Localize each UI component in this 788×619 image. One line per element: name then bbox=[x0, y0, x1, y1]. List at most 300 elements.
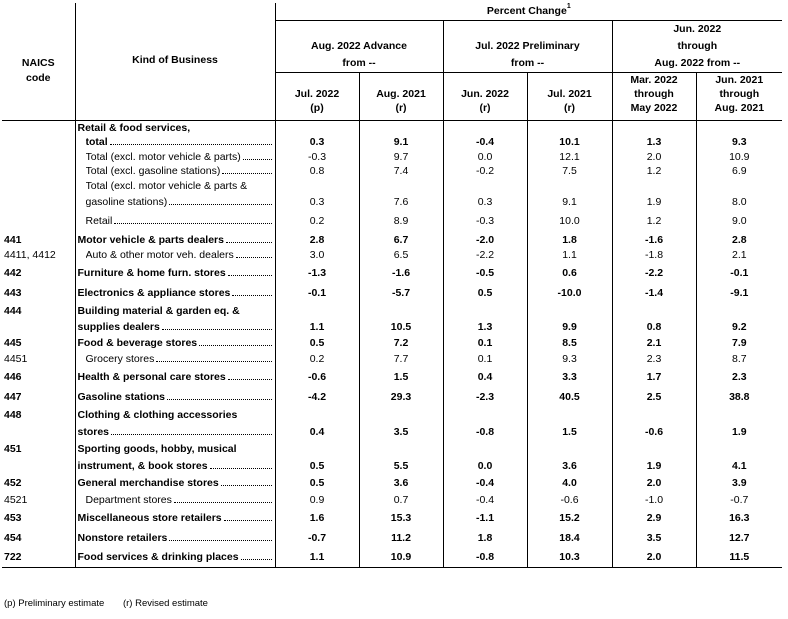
value-cell: 3.5 bbox=[359, 423, 443, 441]
group3-line2: through bbox=[677, 40, 718, 52]
value-cell: 6.5 bbox=[359, 248, 443, 263]
value-cell: 1.3 bbox=[612, 135, 696, 150]
value-cell bbox=[443, 178, 527, 194]
value-cell: -9.1 bbox=[730, 286, 749, 299]
value-cell bbox=[612, 121, 696, 135]
value-cell: 1.5 bbox=[359, 367, 443, 387]
group1-line2: from -- bbox=[275, 55, 443, 73]
naics-code-cell: 442 bbox=[2, 263, 75, 283]
value-cell: 3.9 bbox=[731, 477, 747, 489]
group2-line1: Jul. 2022 Preliminary bbox=[443, 38, 612, 55]
col6-line3: Aug. 2021 bbox=[696, 102, 782, 121]
value-cell: 2.5 bbox=[612, 387, 696, 407]
kind-of-business-cell bbox=[75, 135, 275, 150]
value-cell: 16.3 bbox=[729, 511, 750, 524]
table-row bbox=[2, 135, 782, 150]
kind-of-business-cell bbox=[75, 178, 275, 194]
value-cell: 1.1 bbox=[527, 248, 612, 263]
value-cell: 11.5 bbox=[696, 548, 782, 568]
table-row bbox=[2, 121, 782, 135]
col3-line2: (r) bbox=[443, 102, 527, 121]
value-cell: 10.9 bbox=[729, 150, 750, 163]
dot-leader bbox=[210, 467, 272, 469]
kind-of-business-cell bbox=[75, 164, 275, 178]
kind-of-business-cell bbox=[75, 493, 275, 508]
value-cell: 0.4 bbox=[275, 423, 359, 441]
value-cell: 10.0 bbox=[527, 210, 612, 232]
value-cell: 0.5 bbox=[275, 458, 359, 474]
value-cell bbox=[527, 178, 612, 194]
business-label: Retail bbox=[85, 214, 113, 227]
value-cell bbox=[275, 441, 359, 458]
kind-of-business-cell bbox=[75, 335, 275, 352]
business-label: Total (excl. gasoline stations) bbox=[85, 164, 221, 177]
col6-line2: through bbox=[719, 87, 760, 100]
kind-of-business-cell bbox=[75, 210, 275, 232]
value-cell: 0.6 bbox=[527, 263, 612, 283]
business-label: gasoline stations) bbox=[85, 195, 168, 208]
value-cell bbox=[443, 407, 527, 423]
table-row bbox=[2, 493, 782, 508]
naics-code-cell: 722 bbox=[2, 548, 75, 568]
value-cell: 7.9 bbox=[731, 337, 747, 349]
naics-code-cell bbox=[2, 194, 75, 210]
business-label: Total (excl. motor vehicle & parts) bbox=[85, 150, 241, 163]
table-row bbox=[2, 528, 782, 548]
table-row bbox=[2, 352, 782, 367]
business-label: Department stores bbox=[85, 494, 172, 506]
value-cell: -1.8 bbox=[612, 248, 696, 263]
value-cell bbox=[696, 303, 782, 319]
kind-of-business-cell bbox=[75, 319, 275, 335]
value-cell: 0.4 bbox=[443, 367, 527, 387]
naics-code-cell: 451 bbox=[2, 441, 75, 458]
group1-line1: Aug. 2022 Advance bbox=[275, 38, 443, 55]
value-cell bbox=[696, 121, 782, 135]
naics-code-cell bbox=[2, 135, 75, 150]
value-cell: 2.8 bbox=[275, 232, 359, 248]
kind-of-business-cell bbox=[75, 352, 275, 367]
table-row bbox=[2, 232, 782, 248]
table-row bbox=[2, 210, 782, 232]
business-label: Auto & other motor veh. dealers bbox=[85, 249, 234, 261]
table-row bbox=[2, 335, 782, 352]
value-cell bbox=[527, 407, 612, 423]
value-cell: 0.7 bbox=[359, 493, 443, 508]
value-cell: 9.9 bbox=[527, 319, 612, 335]
kind-of-business-cell bbox=[75, 303, 275, 319]
naics-code-cell: 4451 bbox=[2, 352, 75, 367]
naics-code-cell: 445 bbox=[2, 335, 75, 352]
header-corner-blank-2 bbox=[75, 3, 275, 21]
business-label: stores bbox=[77, 425, 110, 438]
naics-code-cell bbox=[2, 178, 75, 194]
value-cell: 18.4 bbox=[527, 528, 612, 548]
business-label: Total (excl. motor vehicle & parts & bbox=[85, 179, 248, 192]
kind-of-business-cell bbox=[75, 232, 275, 248]
kind-of-business-cell bbox=[75, 528, 275, 548]
dot-leader bbox=[169, 539, 271, 541]
value-cell bbox=[359, 121, 443, 135]
value-cell: 1.7 bbox=[612, 367, 696, 387]
value-cell: 0.3 bbox=[443, 194, 527, 210]
value-cell: 7.5 bbox=[527, 164, 612, 178]
value-cell: -2.2 bbox=[443, 248, 527, 263]
table-row bbox=[2, 508, 782, 528]
value-cell: 0.1 bbox=[443, 335, 527, 352]
col5-line2: through bbox=[612, 87, 696, 102]
kind-of-business-cell bbox=[75, 407, 275, 423]
kind-of-business-cell bbox=[75, 474, 275, 493]
value-cell: 3.3 bbox=[527, 367, 612, 387]
dot-leader bbox=[167, 398, 271, 400]
value-cell: -0.7 bbox=[275, 528, 359, 548]
footnotes bbox=[4, 598, 224, 609]
naics-code-cell: 447 bbox=[2, 387, 75, 407]
col4-line1: Jul. 2021 bbox=[527, 87, 612, 102]
value-cell: -0.6 bbox=[612, 423, 696, 441]
value-cell: 0.0 bbox=[443, 150, 527, 164]
value-cell bbox=[696, 178, 782, 194]
value-cell: 15.3 bbox=[359, 508, 443, 528]
value-cell: -2.3 bbox=[443, 387, 527, 407]
dot-leader bbox=[228, 378, 272, 380]
value-cell: 12.1 bbox=[527, 150, 612, 164]
value-cell: -0.4 bbox=[443, 135, 527, 150]
naics-code-cell: 453 bbox=[2, 508, 75, 528]
col1-line2: (p) bbox=[275, 102, 359, 121]
business-label: total bbox=[85, 136, 108, 148]
table-row bbox=[2, 423, 782, 441]
value-cell: -0.1 bbox=[730, 266, 749, 279]
table-row bbox=[2, 303, 782, 319]
value-cell: 5.5 bbox=[359, 458, 443, 474]
value-cell bbox=[275, 407, 359, 423]
value-cell: 0.8 bbox=[612, 319, 696, 335]
table-row bbox=[2, 474, 782, 493]
dot-leader bbox=[156, 360, 271, 362]
value-cell: 0.0 bbox=[443, 458, 527, 474]
value-cell: -0.2 bbox=[443, 164, 527, 178]
value-cell: 6.7 bbox=[359, 232, 443, 248]
value-cell: -2.0 bbox=[443, 232, 527, 248]
value-cell: -1.1 bbox=[443, 508, 527, 528]
value-cell: 2.0 bbox=[612, 548, 696, 568]
business-label: Furniture & home furn. stores bbox=[77, 266, 226, 279]
value-cell: 38.8 bbox=[729, 390, 750, 403]
business-label: Electronics & appliance stores bbox=[77, 286, 231, 299]
business-label: instrument, & book stores bbox=[77, 459, 208, 472]
value-cell: 8.5 bbox=[527, 335, 612, 352]
group3-line1: Jun. 2022 bbox=[673, 23, 722, 35]
business-label: Gasoline stations bbox=[77, 390, 166, 403]
value-cell: 9.3 bbox=[527, 352, 612, 367]
value-cell: 7.4 bbox=[359, 164, 443, 178]
col3-line1: Jun. 2022 bbox=[443, 87, 527, 102]
value-cell: 2.0 bbox=[612, 474, 696, 493]
value-cell: 4.1 bbox=[731, 459, 747, 472]
dot-leader bbox=[199, 344, 271, 346]
naics-code-cell: 452 bbox=[2, 474, 75, 493]
value-cell: 10.9 bbox=[359, 548, 443, 568]
value-cell: 8.0 bbox=[731, 195, 747, 208]
table-row bbox=[2, 150, 782, 164]
value-cell: 0.8 bbox=[275, 164, 359, 178]
dot-leader bbox=[114, 222, 271, 224]
value-cell: 0.9 bbox=[275, 493, 359, 508]
value-cell: 1.3 bbox=[443, 319, 527, 335]
business-label: Health & personal care stores bbox=[77, 370, 226, 383]
dot-leader bbox=[110, 143, 272, 145]
business-label: Retail & food services, bbox=[77, 121, 191, 134]
value-cell bbox=[443, 303, 527, 319]
value-cell bbox=[275, 121, 359, 135]
value-cell: 9.7 bbox=[359, 150, 443, 164]
value-cell: 3.0 bbox=[275, 248, 359, 263]
kind-of-business-cell bbox=[75, 441, 275, 458]
naics-code-cell bbox=[2, 121, 75, 135]
value-cell: 29.3 bbox=[359, 387, 443, 407]
value-cell bbox=[443, 441, 527, 458]
value-cell bbox=[527, 121, 612, 135]
dot-leader bbox=[222, 172, 271, 174]
table-body bbox=[2, 121, 782, 568]
dot-leader bbox=[169, 203, 271, 205]
value-cell: 10.1 bbox=[527, 135, 612, 150]
value-cell: -0.7 bbox=[730, 494, 749, 506]
value-cell: -5.7 bbox=[359, 283, 443, 303]
value-cell: 10.5 bbox=[359, 319, 443, 335]
business-label: Nonstore retailers bbox=[77, 531, 168, 544]
naics-code-cell: 444 bbox=[2, 303, 75, 319]
value-cell: 1.5 bbox=[527, 423, 612, 441]
value-cell: 1.9 bbox=[612, 458, 696, 474]
value-cell: 1.9 bbox=[731, 425, 747, 438]
value-cell: 6.9 bbox=[731, 164, 747, 177]
business-label: Building material & garden eq. & bbox=[77, 304, 240, 317]
kind-of-business-cell bbox=[75, 121, 275, 135]
naics-code-cell: 4521 bbox=[2, 493, 75, 508]
value-cell: 3.6 bbox=[359, 474, 443, 493]
naics-code-cell bbox=[2, 150, 75, 164]
dot-leader bbox=[221, 484, 272, 486]
table-row bbox=[2, 164, 782, 178]
kind-of-business-cell bbox=[75, 423, 275, 441]
value-cell: 3.6 bbox=[527, 458, 612, 474]
footnote-marker: 1 bbox=[566, 3, 571, 10]
table-row bbox=[2, 441, 782, 458]
table-row bbox=[2, 548, 782, 568]
value-cell bbox=[527, 303, 612, 319]
kind-of-business-cell bbox=[75, 150, 275, 164]
naics-code-cell: 443 bbox=[2, 283, 75, 303]
value-cell: 2.3 bbox=[731, 370, 747, 383]
value-cell: -0.6 bbox=[275, 367, 359, 387]
dot-leader bbox=[111, 433, 271, 435]
value-cell: 9.1 bbox=[527, 194, 612, 210]
business-label: Clothing & clothing accessories bbox=[77, 408, 238, 421]
table-row bbox=[2, 319, 782, 335]
value-cell: 2.8 bbox=[731, 233, 747, 246]
naics-header-line2: code bbox=[2, 73, 75, 87]
business-label: General merchandise stores bbox=[77, 477, 219, 489]
value-cell: 2.9 bbox=[612, 508, 696, 528]
value-cell: 0.1 bbox=[443, 352, 527, 367]
col2-line2: (r) bbox=[359, 102, 443, 121]
dot-leader bbox=[243, 158, 272, 160]
kind-of-business-cell bbox=[75, 263, 275, 283]
group2-line2: from -- bbox=[443, 55, 612, 73]
business-label: Food & beverage stores bbox=[77, 337, 198, 349]
value-cell: 2.1 bbox=[612, 335, 696, 352]
dot-leader bbox=[236, 256, 272, 258]
value-cell: 7.6 bbox=[359, 194, 443, 210]
value-cell: 10.3 bbox=[527, 548, 612, 568]
header-corner-blank bbox=[2, 3, 75, 21]
kind-of-business-cell bbox=[75, 367, 275, 387]
value-cell: 0.2 bbox=[275, 210, 359, 232]
value-cell: 9.2 bbox=[731, 320, 747, 333]
value-cell: -0.4 bbox=[443, 493, 527, 508]
kind-of-business-cell bbox=[75, 508, 275, 528]
value-cell: -0.8 bbox=[443, 423, 527, 441]
naics-header: NAICS bbox=[2, 55, 75, 73]
table-row bbox=[2, 263, 782, 283]
value-cell: -0.6 bbox=[527, 493, 612, 508]
value-cell bbox=[359, 441, 443, 458]
value-cell: 8.7 bbox=[731, 353, 747, 365]
value-cell: -10.0 bbox=[527, 283, 612, 303]
value-cell bbox=[696, 407, 782, 423]
business-label: Food services & drinking places bbox=[77, 551, 239, 564]
table-row bbox=[2, 194, 782, 210]
value-cell: 8.9 bbox=[359, 210, 443, 232]
naics-code-cell bbox=[2, 210, 75, 232]
business-label: Motor vehicle & parts dealers bbox=[77, 233, 224, 246]
naics-code-cell: 454 bbox=[2, 528, 75, 548]
business-label: Miscellaneous store retailers bbox=[77, 511, 222, 524]
value-cell: 3.5 bbox=[612, 528, 696, 548]
col5-line1: Mar. 2022 bbox=[612, 73, 696, 87]
value-cell: -1.0 bbox=[612, 493, 696, 508]
value-cell bbox=[275, 303, 359, 319]
value-cell bbox=[612, 303, 696, 319]
col2-line1: Aug. 2021 bbox=[359, 87, 443, 102]
naics-code-cell bbox=[2, 164, 75, 178]
value-cell: 7.7 bbox=[359, 352, 443, 367]
value-cell: -2.2 bbox=[612, 263, 696, 283]
dot-leader bbox=[224, 519, 272, 521]
naics-code-cell: 448 bbox=[2, 407, 75, 423]
dot-leader bbox=[241, 558, 272, 560]
table-row bbox=[2, 407, 782, 423]
value-cell: 1.9 bbox=[612, 194, 696, 210]
value-cell: 40.5 bbox=[527, 387, 612, 407]
col1-line1: Jul. 2022 bbox=[275, 87, 359, 102]
value-cell: 0.5 bbox=[275, 474, 359, 493]
col4-line2: (r) bbox=[527, 102, 612, 121]
table-row bbox=[2, 283, 782, 303]
value-cell: 1.2 bbox=[612, 164, 696, 178]
value-cell bbox=[696, 441, 782, 458]
value-cell bbox=[359, 178, 443, 194]
value-cell: 7.2 bbox=[359, 335, 443, 352]
value-cell: 0.3 bbox=[275, 135, 359, 150]
value-cell: 0.5 bbox=[443, 283, 527, 303]
col5-line3: May 2022 bbox=[612, 102, 696, 121]
value-cell bbox=[275, 178, 359, 194]
retail-sales-percent-change-table bbox=[2, 3, 782, 568]
naics-code-cell: 4411, 4412 bbox=[2, 248, 75, 263]
kind-of-business-cell bbox=[75, 458, 275, 474]
naics-code-cell: 441 bbox=[2, 232, 75, 248]
dot-leader bbox=[162, 328, 272, 330]
value-cell: 1.6 bbox=[275, 508, 359, 528]
value-cell bbox=[527, 441, 612, 458]
table-row bbox=[2, 248, 782, 263]
value-cell: 9.1 bbox=[359, 135, 443, 150]
dot-leader bbox=[232, 294, 271, 296]
percent-change-header: Percent Change$^1$ bbox=[275, 3, 782, 21]
dot-leader bbox=[226, 241, 272, 243]
value-cell: -0.4 bbox=[443, 474, 527, 493]
naics-code-cell bbox=[2, 423, 75, 441]
business-label: Sporting goods, hobby, musical bbox=[77, 443, 237, 455]
naics-code-cell bbox=[2, 319, 75, 335]
kind-of-business-cell bbox=[75, 548, 275, 568]
value-cell: 15.2 bbox=[527, 508, 612, 528]
footnote-preliminary: (p) Preliminary estimate bbox=[4, 598, 105, 609]
footnote-revised: (r) Revised estimate bbox=[122, 598, 208, 609]
naics-code-cell: 446 bbox=[2, 367, 75, 387]
value-cell bbox=[443, 121, 527, 135]
table-row bbox=[2, 458, 782, 474]
kind-of-business-cell bbox=[75, 248, 275, 263]
table-row bbox=[2, 178, 782, 194]
kind-of-business-header: Kind of Business bbox=[75, 55, 275, 73]
value-cell: -0.3 bbox=[275, 150, 359, 164]
value-cell: -0.8 bbox=[443, 548, 527, 568]
business-label: Grocery stores bbox=[85, 353, 155, 365]
value-cell: 1.1 bbox=[275, 548, 359, 568]
value-cell: -1.6 bbox=[612, 232, 696, 248]
value-cell: 2.3 bbox=[612, 352, 696, 367]
value-cell bbox=[612, 178, 696, 194]
value-cell: 1.8 bbox=[527, 232, 612, 248]
value-cell bbox=[612, 441, 696, 458]
value-cell: -1.6 bbox=[359, 263, 443, 283]
value-cell: 11.2 bbox=[359, 528, 443, 548]
table-row bbox=[2, 387, 782, 407]
value-cell: 2.0 bbox=[612, 150, 696, 164]
value-cell: 1.2 bbox=[612, 210, 696, 232]
value-cell: 0.5 bbox=[275, 335, 359, 352]
value-cell: 1.8 bbox=[443, 528, 527, 548]
table-row bbox=[2, 367, 782, 387]
group3-line3: Aug. 2022 from -- bbox=[612, 55, 782, 73]
value-cell: 4.0 bbox=[527, 474, 612, 493]
value-cell: 2.1 bbox=[731, 249, 747, 261]
value-cell bbox=[359, 407, 443, 423]
value-cell: 0.3 bbox=[275, 194, 359, 210]
value-cell bbox=[612, 407, 696, 423]
value-cell: 0.2 bbox=[275, 352, 359, 367]
dot-leader bbox=[174, 501, 272, 503]
col6-line1: Jun. 2021 bbox=[715, 73, 764, 86]
kind-of-business-cell bbox=[75, 387, 275, 407]
value-cell: 12.7 bbox=[729, 531, 750, 544]
kind-of-business-cell bbox=[75, 194, 275, 210]
